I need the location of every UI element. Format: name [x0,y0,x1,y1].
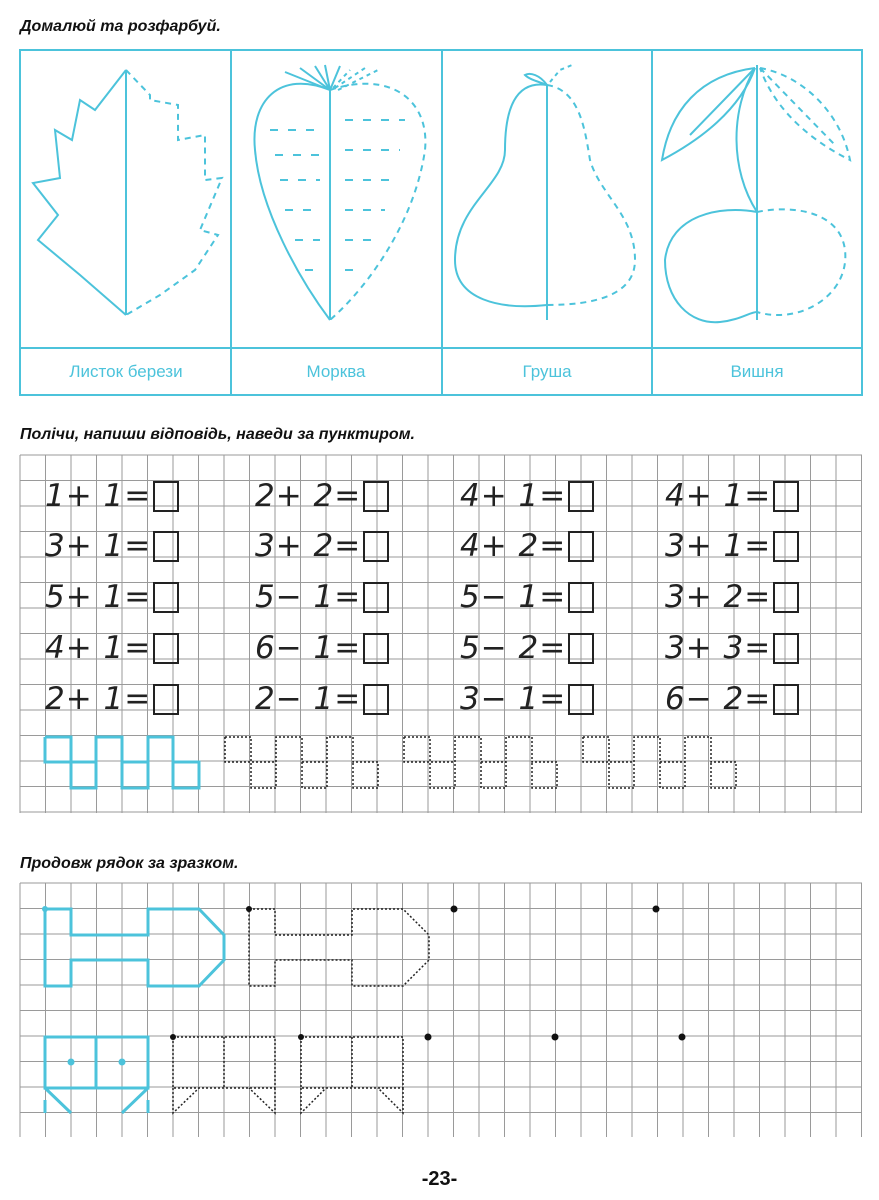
answer-box[interactable] [363,531,389,562]
equation [665,679,799,719]
label-carrot: Морква [306,362,366,381]
equation [665,628,799,668]
equation-text: 1+ 1= [45,478,152,514]
equation [255,679,389,719]
equation-text: 5− 1= [255,579,362,615]
cherry-drawing [662,65,850,322]
equation [255,526,389,566]
section-title-math: Полічи, напиши відповідь, наведи за пунктиром. [20,426,415,443]
label-birch-leaf: Листок берези [69,362,183,381]
equation-text: 3+ 2= [665,579,772,615]
birch-leaf-drawing [33,70,222,315]
equation-text: 4+ 1= [45,630,152,666]
answer-box[interactable] [363,481,389,512]
equation [255,577,389,617]
equation [460,476,594,516]
equation-text: 4+ 1= [665,478,772,514]
equation-text: 2+ 2= [255,478,362,514]
answer-box[interactable] [153,531,179,562]
answer-box[interactable] [153,481,179,512]
equation-text: 4+ 2= [460,528,567,564]
answer-box[interactable] [773,481,799,512]
label-pear: Груша [522,362,572,381]
equation-text: 2+ 1= [45,681,152,717]
section-title-pattern: Продовж рядок за зразком. [20,855,239,872]
equation [665,526,799,566]
answer-box[interactable] [568,633,594,664]
equation-text: 6− 2= [665,681,772,717]
answer-box[interactable] [568,684,594,715]
equation [45,476,179,516]
equation-text: 3+ 1= [665,528,772,564]
equation-text: 5− 2= [460,630,567,666]
equation [255,628,389,668]
equation-text: 3+ 1= [45,528,152,564]
equation [460,577,594,617]
answer-box[interactable] [773,633,799,664]
equation [45,679,179,719]
answer-box[interactable] [568,531,594,562]
equation-text: 3+ 3= [665,630,772,666]
equation [460,679,594,719]
answer-box[interactable] [363,582,389,613]
zigzag-trace [225,737,736,788]
equation [255,476,389,516]
equation [665,577,799,617]
equation-text: 3+ 2= [255,528,362,564]
equation-text: 5+ 1= [45,579,152,615]
answer-box[interactable] [363,633,389,664]
answer-box[interactable] [568,481,594,512]
equation-text: 6− 1= [255,630,362,666]
page-number: -23- [421,1168,458,1190]
answer-box[interactable] [153,633,179,664]
answer-box[interactable] [153,582,179,613]
carrot-drawing [254,65,425,320]
equation [45,526,179,566]
answer-box[interactable] [153,684,179,715]
equation-text: 2− 1= [255,681,362,717]
pattern-grid [20,883,862,1137]
equation [45,628,179,668]
equation [45,577,179,617]
answer-box[interactable] [773,531,799,562]
equation [460,628,594,668]
equation-text: 4+ 1= [460,478,567,514]
equation-text: 5− 1= [460,579,567,615]
section-title-color: Домалюй та розфарбуй. [20,18,221,35]
label-cherry: Вишня [730,362,784,381]
answer-box[interactable] [363,684,389,715]
pear-drawing [455,65,635,320]
answer-box[interactable] [568,582,594,613]
equation [460,526,594,566]
answer-box[interactable] [773,684,799,715]
answer-box[interactable] [773,582,799,613]
equation [665,476,799,516]
equation-text: 3− 1= [460,681,567,717]
zigzag-sample [45,737,199,788]
